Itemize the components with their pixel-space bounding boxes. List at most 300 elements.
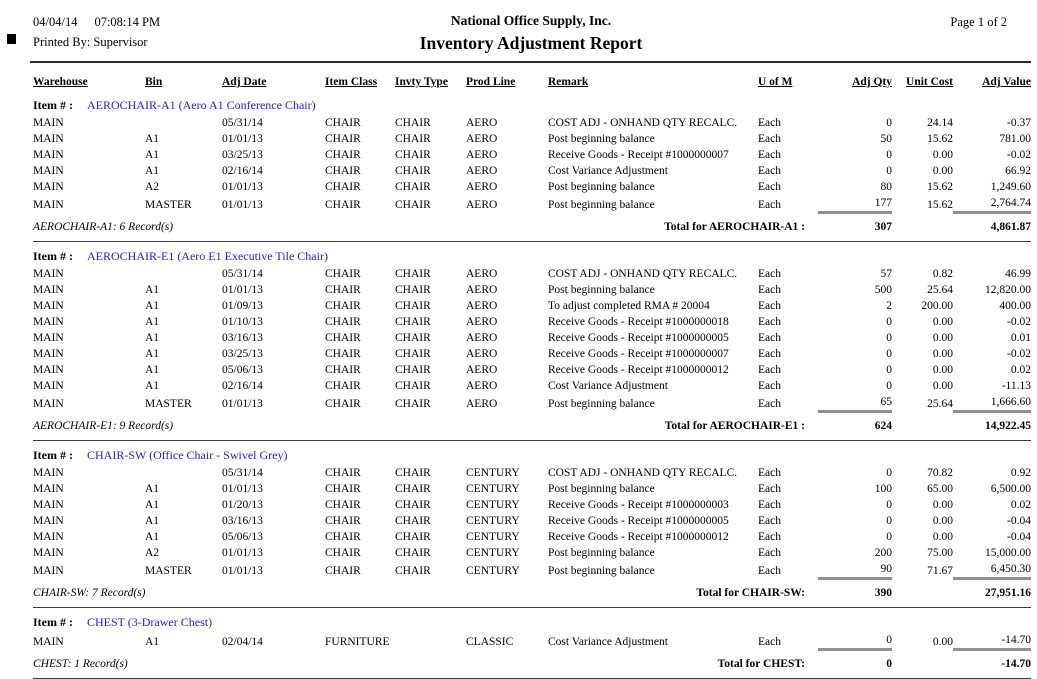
table-row	[33, 481, 1031, 497]
cell-adj-date: 01/01/13	[222, 547, 263, 559]
cell-invty-type: CHAIR	[395, 483, 431, 495]
cell-item-class: CHAIR	[325, 181, 361, 193]
item-group-header-row	[33, 441, 1031, 466]
table-row	[33, 529, 1031, 545]
cell-unit-cost: 0.00	[932, 165, 953, 177]
group-total-value: 27,951.16	[953, 579, 1031, 601]
column-header-adj-qty	[818, 63, 892, 91]
column-header-label: Adj Value	[982, 76, 1031, 88]
cell-item-class: CHAIR	[325, 165, 361, 177]
group-total-flex	[33, 587, 818, 599]
column-header-label: Adj Qty	[852, 76, 892, 88]
cell-u-of-m: Each	[758, 380, 781, 392]
cell-bin: A1	[145, 380, 160, 392]
record-count: CHEST: 1 Record(s)	[33, 657, 128, 670]
cell-item-class: CHAIR	[325, 564, 361, 577]
table-row	[33, 147, 1031, 163]
cell-item-class: CHAIR	[325, 547, 361, 559]
cell-adj-date: 01/09/13	[222, 300, 263, 312]
cell-invty-type: CHAIR	[395, 332, 431, 344]
cell-bin: A1	[145, 515, 160, 527]
cell-adj-date: 02/16/14	[222, 165, 263, 177]
cell-warehouse: MAIN	[33, 198, 64, 211]
cell-adj-date: 01/01/13	[222, 284, 263, 296]
column-header-label: Adj Date	[222, 76, 267, 88]
cell-adj-qty: 0	[886, 348, 892, 360]
cell-adj-qty: 80	[880, 181, 892, 193]
cell-invty-type: CHAIR	[395, 133, 431, 145]
column-header-adj-value	[953, 63, 1031, 91]
table-row	[33, 545, 1031, 561]
cell-remark: Receive Goods - Receipt #1000000018	[548, 316, 729, 328]
group-total-qty: 307	[818, 213, 892, 235]
cell-bin: A1	[145, 499, 160, 511]
cell-unit-cost: 0.00	[932, 316, 953, 328]
cell-invty-type: CHAIR	[395, 467, 431, 479]
group-total-label: Total for AEROCHAIR-E1 :	[664, 419, 805, 432]
cell-remark: Receive Goods - Receipt #1000000012	[548, 364, 729, 376]
cell-item-class: CHAIR	[325, 467, 361, 479]
cell-item-class: CHAIR	[325, 149, 361, 161]
cell-adj-date: 03/25/13	[222, 348, 263, 360]
cell-unit-cost: 0.00	[932, 149, 953, 161]
cell-adj-date: 01/01/13	[222, 198, 263, 211]
cell-u-of-m: Each	[758, 198, 781, 211]
cell-unit-cost: 71.67	[927, 564, 953, 577]
cell-bin	[145, 465, 222, 481]
cell-bin: MASTER	[145, 397, 192, 410]
cell-remark: Receive Goods - Receipt #1000000005	[548, 332, 729, 344]
cell-item-class: CHAIR	[325, 531, 361, 543]
cell-adj-value: 0.01	[1010, 332, 1031, 344]
item-number-label: Item # :	[33, 249, 73, 263]
corner-mark	[7, 34, 16, 44]
group-total-labels	[33, 412, 818, 434]
item-number-label: Item # :	[33, 615, 73, 629]
cell-item-class: CHAIR	[325, 198, 361, 211]
cell-remark: To adjust completed RMA # 20004	[548, 300, 710, 312]
cell-adj-qty: 200	[874, 547, 892, 559]
cell-u-of-m: Each	[758, 165, 781, 177]
cell-adj-date: 05/31/14	[222, 467, 263, 479]
cell-adj-date: 05/06/13	[222, 364, 263, 376]
cell-invty-type: CHAIR	[395, 181, 431, 193]
group-total-qty: 390	[818, 579, 892, 601]
group-total-value: 4,861.87	[953, 213, 1031, 235]
cell-warehouse: MAIN	[33, 348, 64, 360]
cell-prod-line: CENTURY	[466, 467, 520, 479]
cell-unit-cost: 0.00	[932, 499, 953, 511]
item-link[interactable]: AEROCHAIR-E1 (Aero E1 Executive Tile Chair)	[86, 249, 328, 263]
cell-remark: Post beginning balance	[548, 483, 655, 495]
cell-adj-date: 03/16/13	[222, 515, 263, 527]
group-total-unit-cost-spacer	[892, 412, 953, 434]
cell-remark: Post beginning balance	[548, 181, 655, 193]
printed-by-label: Printed By:	[33, 35, 91, 49]
cell-remark: Receive Goods - Receipt #1000000007	[548, 149, 729, 161]
column-header-u-of-m	[758, 63, 818, 91]
table-row	[33, 561, 1031, 579]
cell-invty-type: CHAIR	[395, 380, 431, 392]
column-header-item-class	[325, 63, 395, 91]
cell-adj-value: 12,820.00	[985, 284, 1031, 296]
cell-adj-date: 05/31/14	[222, 268, 263, 280]
cell-adj-qty: 177	[874, 197, 892, 209]
column-header-prod-line	[466, 63, 548, 91]
cell-item-class: CHAIR	[325, 380, 361, 392]
group-total-label: Total for CHAIR-SW:	[696, 586, 805, 599]
cell-unit-cost: 65.00	[927, 483, 953, 495]
cell-warehouse: MAIN	[33, 531, 64, 543]
cell-bin: A1	[145, 635, 160, 648]
cell-adj-date: 05/06/13	[222, 531, 263, 543]
table-row	[33, 131, 1031, 147]
cell-u-of-m: Each	[758, 515, 781, 527]
item-group-header-row	[33, 608, 1031, 633]
item-group-header	[33, 608, 1031, 633]
cell-prod-line: AERO	[466, 198, 498, 211]
cell-item-class: CHAIR	[325, 483, 361, 495]
cell-invty-type: CHAIR	[395, 316, 431, 328]
cell-invty-type: CHAIR	[395, 499, 431, 511]
table-row	[33, 513, 1031, 529]
cell-prod-line: AERO	[466, 117, 498, 129]
cell-prod-line: AERO	[466, 316, 498, 328]
report-header	[0, 0, 1037, 54]
column-header-adj-date	[222, 63, 325, 91]
cell-adj-qty: 0	[886, 332, 892, 344]
table-row	[33, 330, 1031, 346]
cell-bin: A1	[145, 316, 160, 328]
cell-adj-date: 01/01/13	[222, 483, 263, 495]
group-separator-row	[33, 235, 1031, 242]
cell-remark: Receive Goods - Receipt #1000000012	[548, 531, 729, 543]
cell-unit-cost: 0.82	[932, 268, 953, 280]
cell-adj-date: 01/01/13	[222, 397, 263, 410]
group-separator	[33, 672, 1031, 679]
table-row	[33, 378, 1031, 394]
print-datetime	[33, 12, 298, 32]
cell-adj-qty: 90	[880, 563, 892, 575]
cell-prod-line: AERO	[466, 284, 498, 296]
column-header-label: Unit Cost	[906, 76, 953, 88]
cell-warehouse: MAIN	[33, 499, 64, 511]
cell-unit-cost: 25.64	[927, 284, 953, 296]
cell-invty-type	[395, 632, 466, 650]
cell-invty-type: CHAIR	[395, 564, 431, 577]
cell-remark: Post beginning balance	[548, 547, 655, 559]
cell-u-of-m: Each	[758, 499, 781, 511]
cell-u-of-m: Each	[758, 117, 781, 129]
cell-invty-type: CHAIR	[395, 117, 431, 129]
cell-unit-cost: 0.00	[932, 332, 953, 344]
table-row	[33, 632, 1031, 650]
group-separator	[33, 235, 1031, 242]
cell-warehouse: MAIN	[33, 181, 64, 193]
group-total-value: 14,922.45	[953, 412, 1031, 434]
cell-adj-value: 0.92	[1010, 467, 1031, 479]
page-title: Inventory Adjustment Report	[419, 33, 643, 53]
cell-adj-value: 66.92	[1005, 165, 1031, 177]
cell-prod-line: AERO	[466, 181, 498, 193]
cell-bin: A1	[145, 364, 160, 376]
cell-warehouse: MAIN	[33, 364, 64, 376]
cell-warehouse: MAIN	[33, 284, 64, 296]
item-number-label: Item # :	[33, 448, 73, 462]
cell-warehouse: MAIN	[33, 300, 64, 312]
table-row	[33, 195, 1031, 213]
cell-item-class: CHAIR	[325, 117, 361, 129]
item-group-header	[33, 242, 1031, 267]
cell-remark: Post beginning balance	[548, 397, 655, 410]
header-center	[298, 12, 764, 54]
cell-unit-cost: 0.00	[932, 364, 953, 376]
cell-u-of-m: Each	[758, 133, 781, 145]
cell-prod-line: AERO	[466, 380, 498, 392]
cell-bin: A1	[145, 149, 160, 161]
cell-u-of-m: Each	[758, 300, 781, 312]
column-header-row	[33, 63, 1031, 91]
cell-adj-qty: 0	[886, 531, 892, 543]
cell-unit-cost: 75.00	[927, 547, 953, 559]
group-total-qty: 624	[818, 412, 892, 434]
cell-bin: A1	[145, 284, 160, 296]
cell-prod-line: AERO	[466, 133, 498, 145]
cell-remark: Post beginning balance	[548, 564, 655, 577]
cell-warehouse: MAIN	[33, 268, 64, 280]
column-header-label: Remark	[548, 76, 589, 88]
cell-remark: COST ADJ - ONHAND QTY RECALC.	[548, 117, 738, 129]
cell-adj-date: 01/01/13	[222, 564, 263, 577]
cell-adj-qty: 0	[886, 467, 892, 479]
cell-remark: COST ADJ - ONHAND QTY RECALC.	[548, 467, 738, 479]
cell-warehouse: MAIN	[33, 149, 64, 161]
group-total-flex	[33, 420, 818, 432]
cell-invty-type: CHAIR	[395, 531, 431, 543]
group-total-unit-cost-spacer	[892, 213, 953, 235]
cell-bin: A2	[145, 547, 160, 559]
cell-remark: COST ADJ - ONHAND QTY RECALC.	[548, 268, 738, 280]
cell-u-of-m: Each	[758, 284, 781, 296]
cell-unit-cost: 0.00	[932, 635, 953, 648]
table-row	[33, 266, 1031, 282]
group-separator-row	[33, 601, 1031, 608]
cell-adj-value: 6,450.30	[990, 563, 1031, 575]
column-header-warehouse	[33, 63, 145, 91]
cell-u-of-m: Each	[758, 531, 781, 543]
cell-unit-cost: 70.82	[927, 467, 953, 479]
cell-bin: A1	[145, 348, 160, 360]
item-link[interactable]: CHAIR-SW (Office Chair - Swivel Grey)	[86, 448, 288, 462]
column-header-label: Prod Line	[466, 76, 516, 88]
group-separator	[33, 601, 1031, 608]
cell-item-class: CHAIR	[325, 133, 361, 145]
cell-adj-qty: 57	[880, 268, 892, 280]
cell-invty-type: CHAIR	[395, 149, 431, 161]
cell-unit-cost: 0.00	[932, 348, 953, 360]
cell-adj-value: -0.02	[1007, 149, 1031, 161]
table-row	[33, 362, 1031, 378]
cell-bin: A1	[145, 531, 160, 543]
cell-invty-type: CHAIR	[395, 165, 431, 177]
cell-warehouse: MAIN	[33, 117, 64, 129]
cell-prod-line: AERO	[466, 364, 498, 376]
cell-adj-date: 01/10/13	[222, 316, 263, 328]
record-count: CHAIR-SW: 7 Record(s)	[33, 586, 146, 599]
cell-warehouse: MAIN	[33, 467, 64, 479]
cell-u-of-m: Each	[758, 547, 781, 559]
cell-warehouse: MAIN	[33, 483, 64, 495]
cell-bin: A1	[145, 165, 160, 177]
cell-item-class: CHAIR	[325, 300, 361, 312]
cell-adj-value: 0.02	[1010, 364, 1031, 376]
item-group-header	[33, 91, 1031, 115]
cell-adj-value: 400.00	[999, 300, 1031, 312]
cell-remark: Cost Variance Adjustment	[548, 165, 668, 177]
cell-prod-line: AERO	[466, 348, 498, 360]
cell-unit-cost: 25.64	[927, 397, 953, 410]
cell-adj-qty: 0	[886, 117, 892, 129]
cell-adj-date: 01/01/13	[222, 181, 263, 193]
table-row	[33, 346, 1031, 362]
group-total-label: Total for CHEST:	[717, 657, 805, 670]
cell-adj-value: -0.02	[1007, 348, 1031, 360]
group-total-labels	[33, 213, 818, 235]
cell-item-class: CHAIR	[325, 268, 361, 280]
table-row	[33, 497, 1031, 513]
cell-adj-date: 05/31/14	[222, 117, 263, 129]
cell-unit-cost: 0.00	[932, 380, 953, 392]
cell-unit-cost: 15.62	[927, 133, 953, 145]
cell-adj-qty: 0	[886, 149, 892, 161]
group-total-row	[33, 579, 1031, 601]
cell-adj-qty: 0	[886, 380, 892, 392]
cell-unit-cost: 0.00	[932, 531, 953, 543]
table-row	[33, 314, 1031, 330]
cell-bin: A2	[145, 181, 160, 193]
inventory-adjustment-table	[33, 63, 1031, 679]
cell-bin: MASTER	[145, 564, 192, 577]
cell-bin: A1	[145, 133, 160, 145]
cell-u-of-m: Each	[758, 397, 781, 410]
table-row	[33, 115, 1031, 131]
column-header-label: Invty Type	[395, 76, 448, 88]
table-row	[33, 394, 1031, 412]
cell-prod-line: AERO	[466, 397, 498, 410]
cell-invty-type: CHAIR	[395, 397, 431, 410]
cell-u-of-m: Each	[758, 149, 781, 161]
cell-remark: Post beginning balance	[548, 284, 655, 296]
column-header-remark	[548, 63, 758, 91]
table-row	[33, 465, 1031, 481]
header-left	[33, 12, 298, 54]
cell-prod-line: CENTURY	[466, 483, 520, 495]
group-total-labels	[33, 579, 818, 601]
cell-invty-type: CHAIR	[395, 198, 431, 211]
cell-prod-line: AERO	[466, 268, 498, 280]
cell-adj-qty: 0	[886, 634, 892, 646]
group-total-value: -14.70	[953, 650, 1031, 672]
item-link[interactable]: CHEST (3-Drawer Chest)	[86, 615, 213, 629]
group-separator-row	[33, 672, 1031, 679]
group-total-row	[33, 650, 1031, 672]
cell-u-of-m: Each	[758, 181, 781, 193]
cell-adj-date: 01/20/13	[222, 499, 263, 511]
cell-adj-value: 1,666.60	[990, 396, 1031, 408]
cell-remark: Receive Goods - Receipt #1000000007	[548, 348, 729, 360]
cell-remark: Post beginning balance	[548, 198, 655, 211]
cell-warehouse: MAIN	[33, 515, 64, 527]
cell-bin: MASTER	[145, 198, 192, 211]
cell-item-class: CHAIR	[325, 348, 361, 360]
cell-item-class: CHAIR	[325, 284, 361, 296]
group-total-labels	[33, 650, 818, 672]
group-total-row	[33, 213, 1031, 235]
table-row	[33, 163, 1031, 179]
cell-bin: A1	[145, 483, 160, 495]
record-count: AEROCHAIR-E1: 9 Record(s)	[33, 419, 174, 432]
cell-u-of-m: Each	[758, 564, 781, 577]
cell-item-class: CHAIR	[325, 397, 361, 410]
cell-prod-line: AERO	[466, 165, 498, 177]
cell-warehouse: MAIN	[33, 397, 64, 410]
cell-u-of-m: Each	[758, 316, 781, 328]
cell-u-of-m: Each	[758, 268, 781, 280]
table-row	[33, 179, 1031, 195]
column-header-label: Item Class	[325, 76, 378, 88]
cell-prod-line: CENTURY	[466, 547, 520, 559]
table-row	[33, 298, 1031, 314]
cell-bin	[145, 115, 222, 131]
group-total-label: Total for AEROCHAIR-A1 :	[664, 220, 805, 233]
group-total-row	[33, 412, 1031, 434]
item-group-header	[33, 441, 1031, 466]
group-total-flex	[33, 658, 818, 670]
cell-item-class: CHAIR	[325, 332, 361, 344]
cell-adj-qty: 0	[886, 515, 892, 527]
cell-invty-type: CHAIR	[395, 515, 431, 527]
cell-warehouse: MAIN	[33, 564, 64, 577]
column-header-label: Warehouse	[33, 76, 88, 88]
cell-u-of-m: Each	[758, 364, 781, 376]
item-number-label: Item # :	[33, 98, 73, 112]
cell-prod-line: CENTURY	[466, 499, 520, 511]
column-header-unit-cost	[892, 63, 953, 91]
cell-u-of-m: Each	[758, 467, 781, 479]
cell-adj-date: 01/01/13	[222, 133, 263, 145]
item-link[interactable]: AEROCHAIR-A1 (Aero A1 Conference Chair)	[86, 98, 316, 112]
cell-adj-value: -0.04	[1007, 531, 1031, 543]
cell-prod-line: CENTURY	[466, 564, 520, 577]
cell-adj-date: 02/04/14	[222, 635, 263, 648]
cell-warehouse: MAIN	[33, 316, 64, 328]
cell-adj-value: 1,249.60	[990, 181, 1031, 193]
cell-adj-value: -0.37	[1007, 117, 1031, 129]
cell-invty-type: CHAIR	[395, 300, 431, 312]
cell-prod-line: AERO	[466, 149, 498, 161]
cell-bin	[145, 266, 222, 282]
cell-unit-cost: 15.62	[927, 198, 953, 211]
cell-adj-qty: 50	[880, 133, 892, 145]
cell-prod-line: CENTURY	[466, 515, 520, 527]
cell-warehouse: MAIN	[33, 380, 64, 392]
group-total-unit-cost-spacer	[892, 579, 953, 601]
cell-invty-type: CHAIR	[395, 284, 431, 296]
column-header-bin	[145, 63, 222, 91]
cell-adj-qty: 0	[886, 165, 892, 177]
printed-by	[33, 32, 298, 52]
page-indicator: Page 1 of 2	[950, 15, 1007, 29]
